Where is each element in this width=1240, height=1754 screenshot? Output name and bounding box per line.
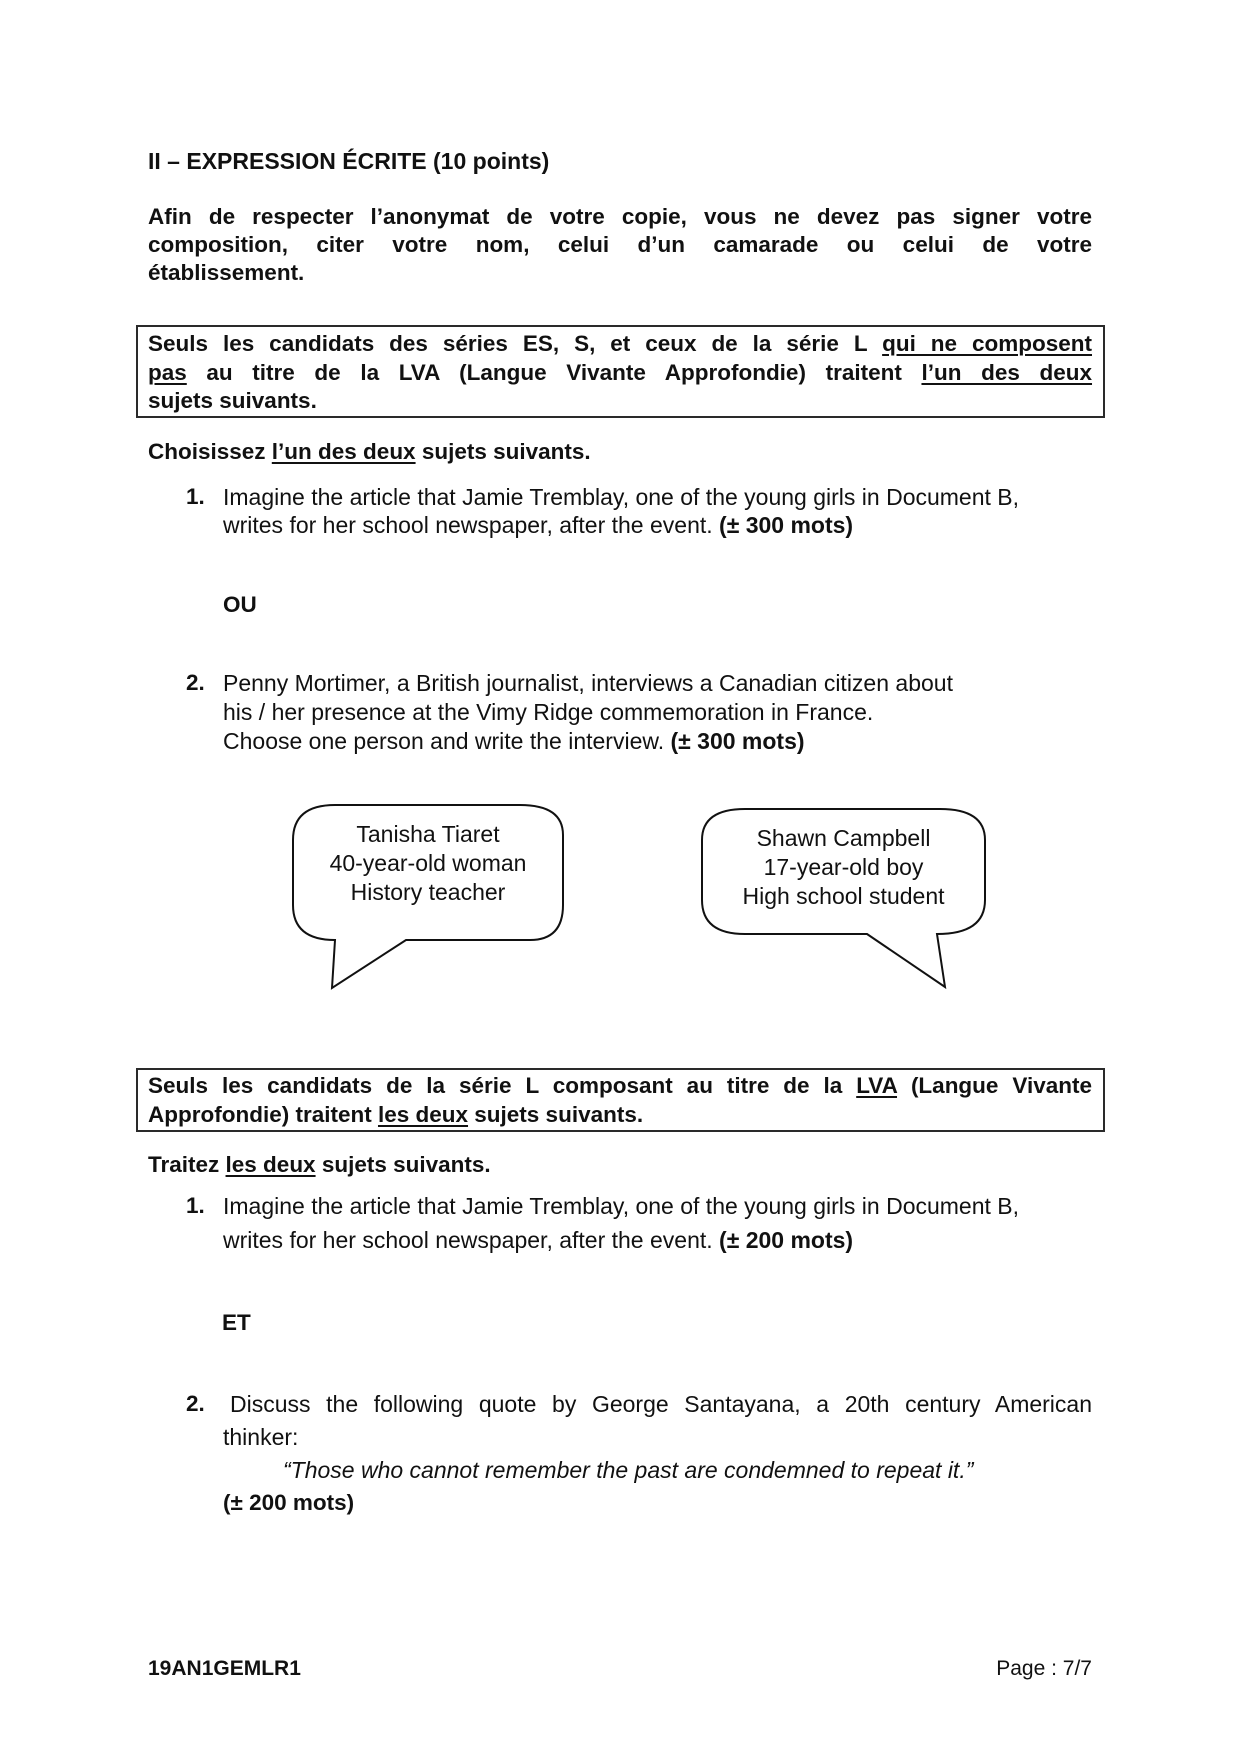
choose-instruction: Choisissez l’un des deux sujets suivants.: [148, 439, 591, 464]
exam-code: 19AN1GEMLR1: [148, 1657, 301, 1680]
part2-item2-line1: Discuss the following quote by George Santayana, a 20th century American: [230, 1391, 1092, 1417]
anonymity-notice-line2: composition, citer votre nom, celui d’un camarade ou celui de votre: [148, 232, 1092, 257]
part1-item1-number: 1.: [186, 484, 205, 509]
part2-item2-number: 2.: [186, 1391, 205, 1416]
part1-item2-line2: his / her presence at the Vimy Ridge commemoration in France.: [223, 699, 874, 725]
part1-item2-number: 2.: [186, 670, 205, 695]
part1-item1-line2: writes for her school newspaper, after the event. (± 300 mots): [223, 512, 854, 538]
box1-line3: sujets suivants.: [148, 388, 317, 413]
part2-item2-line2: thinker:: [223, 1424, 299, 1450]
page-number: Page : 7/7: [996, 1657, 1092, 1680]
word-count: (± 200 mots): [223, 1490, 355, 1515]
word-count: (± 300 mots): [670, 728, 805, 754]
part1-item2-line1: Penny Mortimer, a British journalist, interviews a Canadian citizen about: [223, 670, 953, 696]
box2-line1: Seuls les candidats de la série L composant au titre de la LVA (Langue Vivante: [148, 1073, 1092, 1098]
anonymity-notice-line1: Afin de respecter l’anonymat de votre copie, vous ne devez pas signer votre: [148, 204, 1092, 229]
bubble1-age: 40-year-old woman: [329, 850, 527, 876]
part2-item1-line2: writes for her school newspaper, after the event. (± 200 mots): [223, 1227, 854, 1253]
separator-ou: OU: [223, 592, 257, 617]
bubble1-name: Tanisha Tiaret: [356, 821, 500, 847]
speech-bubble-1: [293, 820, 563, 907]
part1-item1-line1: Imagine the article that Jamie Tremblay, one of the young girls in Document B,: [223, 484, 1020, 510]
box1-line1: Seuls les candidats des séries ES, S, et ceux de la série L qui ne composent: [148, 331, 1092, 356]
bubble2-role: High school student: [742, 883, 945, 909]
speech-bubble-2: [702, 824, 985, 911]
part2-item1-line1: Imagine the article that Jamie Tremblay, one of the young girls in Document B,: [223, 1193, 1020, 1219]
bubble1-role: History teacher: [350, 879, 506, 905]
bubble2-age: 17-year-old boy: [763, 854, 924, 880]
section-title: II – EXPRESSION ÉCRITE (10 points): [148, 148, 550, 174]
word-count: (± 200 mots): [719, 1227, 854, 1253]
word-count: (± 300 mots): [719, 512, 854, 538]
part1-item2-line3: Choose one person and write the interview. (± 300 mots): [223, 728, 805, 754]
part2-item1-number: 1.: [186, 1193, 205, 1218]
anonymity-notice-line3: établissement.: [148, 260, 305, 285]
treat-instruction: Traitez les deux sujets suivants.: [148, 1152, 491, 1177]
box1-line2: pas au titre de la LVA (Langue Vivante Approfondie) traitent l’un des deux: [148, 360, 1093, 385]
separator-et: ET: [222, 1310, 251, 1335]
santayana-quote: “Those who cannot remember the past are condemned to repeat it.”: [283, 1457, 974, 1483]
box2-line2: Approfondie) traitent les deux sujets suivants.: [148, 1102, 644, 1127]
bubble2-name: Shawn Campbell: [756, 825, 931, 851]
